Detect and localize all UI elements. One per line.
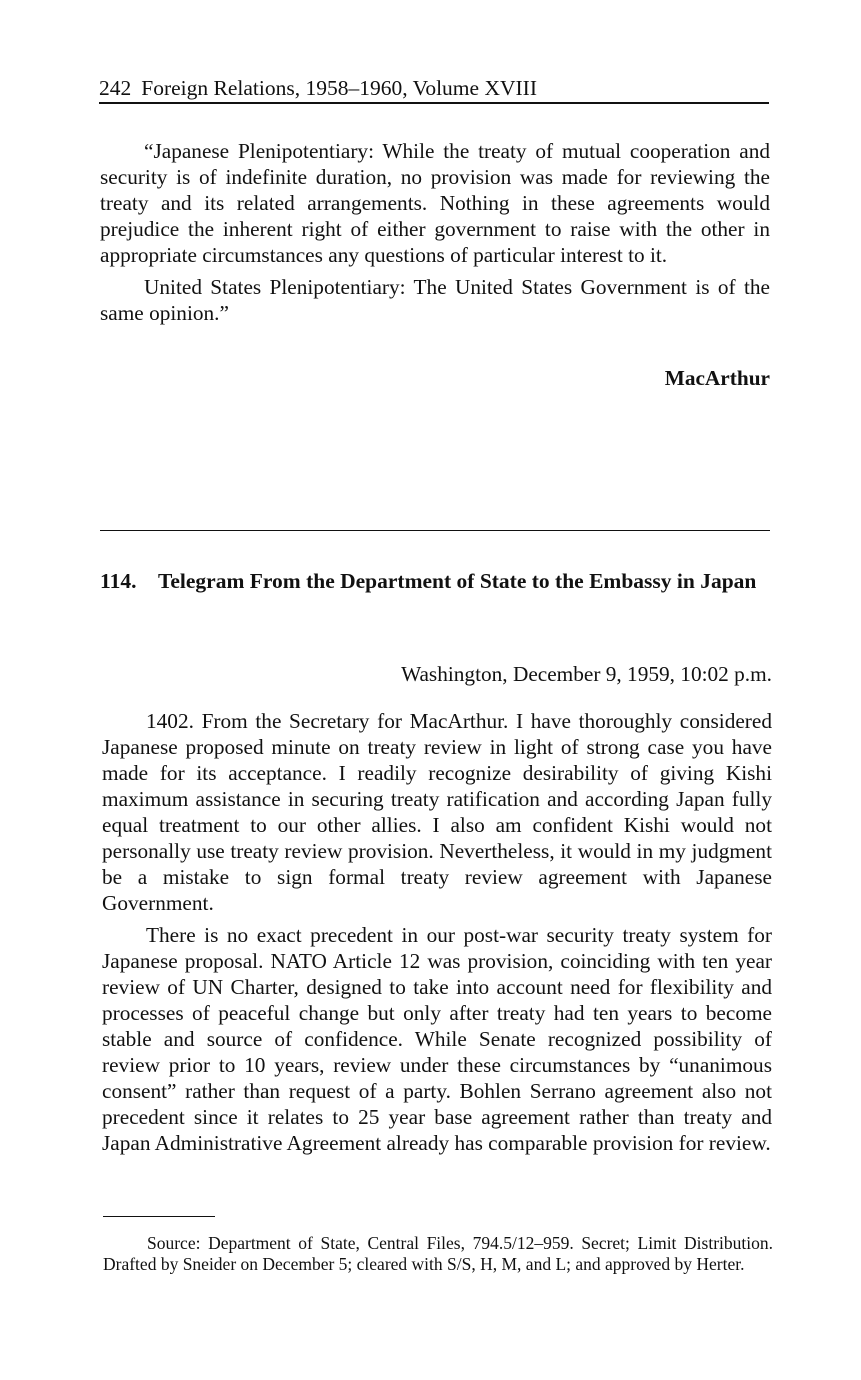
source-footnote: Source: Department of State, Central Files, 794.5/12–959. Secret; Limit Distribution. Drafted by Sneider on December 5; cleared with S/S, H, M, and L; and approved by Herter. xyxy=(103,1233,773,1274)
page-number: 242 xyxy=(99,76,132,100)
running-head xyxy=(99,74,769,104)
document-text xyxy=(102,708,772,1156)
paragraph: “Japanese Plenipotentiary: While the treaty of mutual cooperation and security is of indefinite duration, no provision was made for reviewing the treaty and its related arrangements. Nothing in these agreements would prejudice the inherent right of either government to raise with the other in appropriate circumstances any questions of particular interest to it. xyxy=(100,139,770,267)
paragraph: United States Plenipotentiary: The United States Government is of the same opinion.” xyxy=(100,275,770,325)
footnote-separator xyxy=(103,1216,215,1217)
series-title: Foreign Relations, 1958–1960, Volume XVIII xyxy=(141,76,537,100)
document-title: Telegram From the Department of State to the Embassy in Japan xyxy=(158,569,757,593)
document-number: 114. xyxy=(100,569,137,593)
paragraph: There is no exact precedent in our post-war security treaty system for Japanese proposal. NATO Article 12 was provision, coinciding with ten year review of UN Charter, designed to take into account need for flexibility and processes of peaceful change but only after treaty had ten years to become stable and source of confidence. While Senate recognized possibility of review prior to 10 years, review under these circumstances by “unanimous consent” rather than request of a party. Bohlen Serrano agreement also not precedent since it relates to 25 year base agreement rather than treaty and Japan Administrative Agreement already has comparable provision for review. xyxy=(102,923,772,1155)
signature: MacArthur xyxy=(664,366,770,390)
dateline: Washington, December 9, 1959, 10:02 p.m. xyxy=(401,662,772,686)
paragraph: 1402. From the Secretary for MacArthur. I have thoroughly considered Japanese proposed minute on treaty review in light of strong case you have made for its acceptance. I readily recognize desirability of giving Kishi maximum assistance in securing treaty ratification and according Japan fully equal treatment to our other allies. I also am confident Kishi would not personally use treaty review provision. Nevertheless, it would in my judgment be a mistake to sign formal treaty review agreement with Japanese Government. xyxy=(102,709,772,915)
previous-document-text xyxy=(100,138,770,326)
document-heading xyxy=(100,567,770,595)
document-separator xyxy=(100,530,770,531)
